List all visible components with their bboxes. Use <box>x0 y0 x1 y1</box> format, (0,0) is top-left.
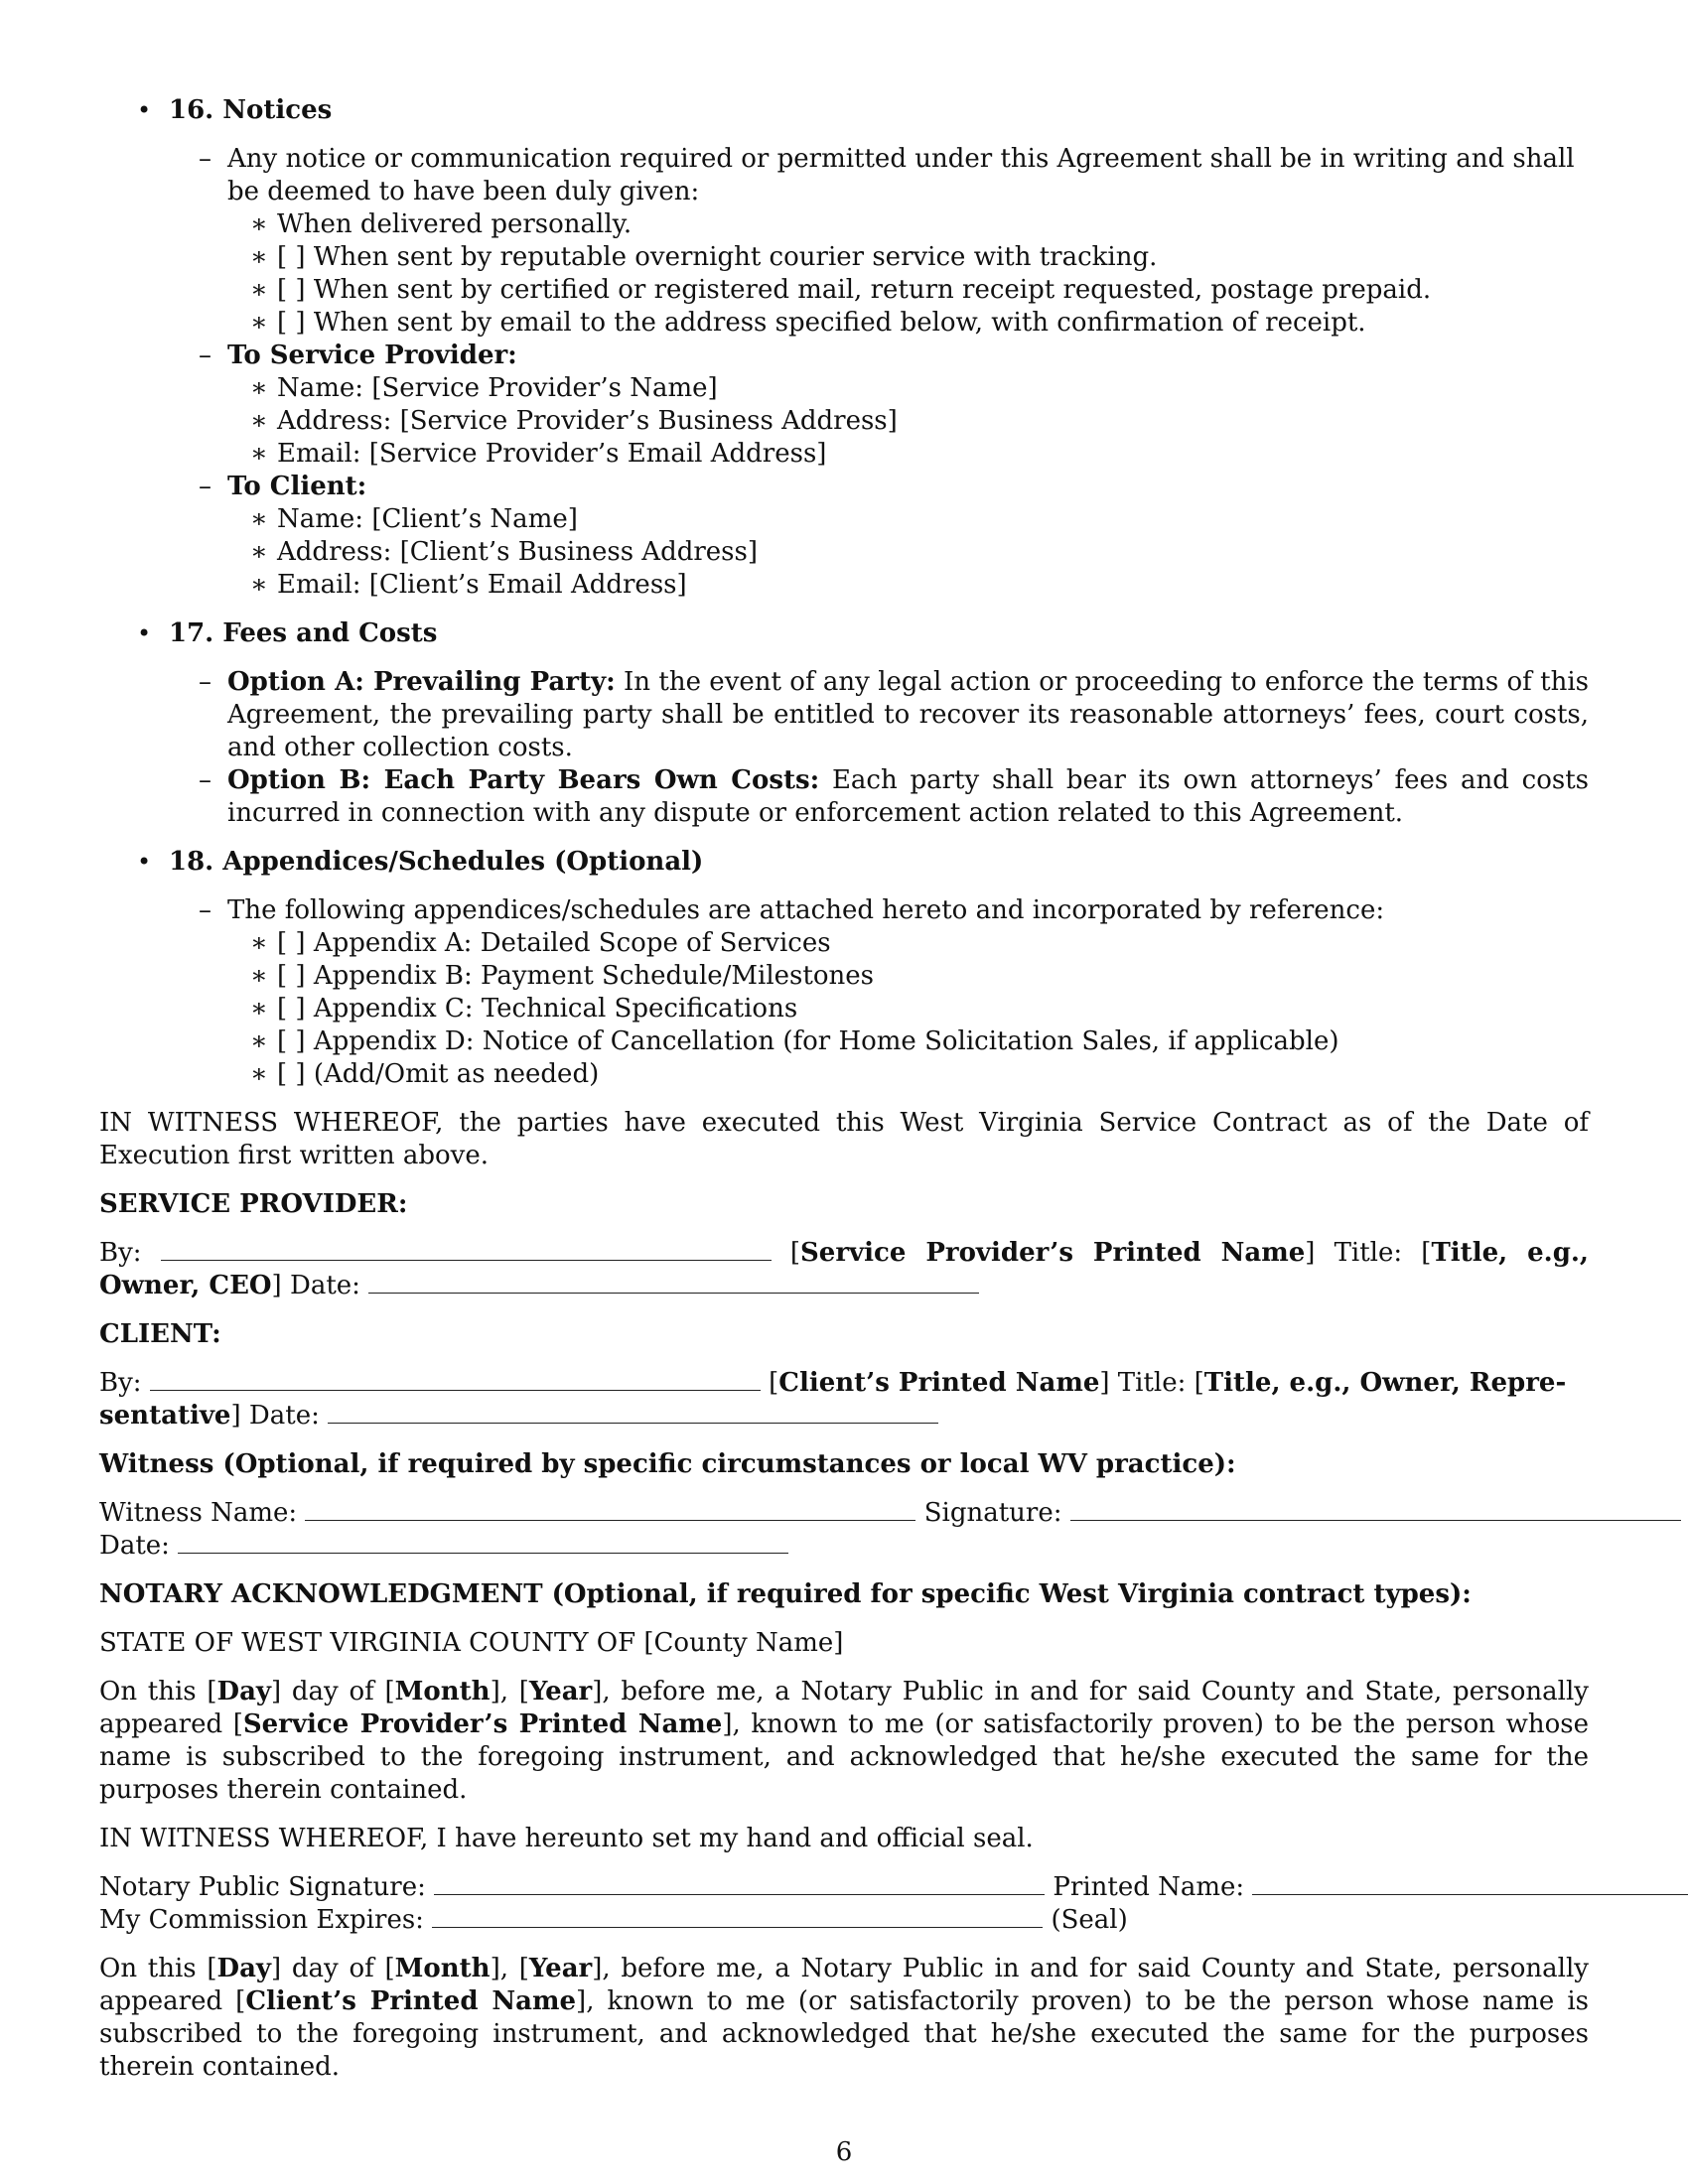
to-service-provider-item <box>169 340 1589 471</box>
service-provider-heading <box>99 1188 1589 1221</box>
notary-printed-name-line[interactable] <box>1252 1872 1688 1895</box>
appendices-intro-item <box>169 894 1589 1091</box>
asterisk-icon: ∗ <box>250 570 268 600</box>
asterisk-icon: ∗ <box>250 308 268 338</box>
option-a-text: In the event of any legal action or proceeding to enforce the terms of this Agreement, the prevailing party shall be entitled to recover its reasonable attorneys’ fees, court costs, and other collection costs. <box>227 667 1589 762</box>
witness-name-line[interactable] <box>305 1498 915 1521</box>
witness-signature-block <box>99 1497 1589 1563</box>
month-placeholder: Month <box>394 1677 491 1706</box>
notary-signature-label: Notary Public Signature: <box>99 1872 426 1902</box>
list-item-text: Email: [Service Provider’s Email Address] <box>277 439 827 469</box>
witness-heading <box>99 1448 1589 1481</box>
list-item-text: [ ] When sent by reputable overnight courier service with tracking. <box>277 242 1158 272</box>
notary-hand-seal: IN WITNESS WHEREOF, I have hereunto set my hand and official seal. <box>99 1824 1034 1853</box>
list-item <box>250 372 1589 405</box>
asterisk-icon: ∗ <box>250 1026 268 1056</box>
appendices-intro: The following appendices/schedules are attached hereto and incorporated by reference: <box>227 895 1385 925</box>
section-title: 18. Appendices/Schedules (Optional) <box>169 847 704 877</box>
notices-intro-item <box>169 143 1589 340</box>
list-item <box>250 503 1589 536</box>
title-placeholder: Title, e.g., Owner, CEO <box>99 1238 1589 1300</box>
asterisk-icon: ∗ <box>250 275 268 305</box>
signature-line[interactable] <box>150 1368 761 1391</box>
signature-label: Signature: <box>923 1498 1062 1528</box>
list-item <box>250 993 1589 1025</box>
asterisk-icon: ∗ <box>250 1059 268 1089</box>
list-item <box>250 405 1589 438</box>
date-label: Date: <box>99 1531 170 1561</box>
date-line[interactable] <box>328 1401 938 1424</box>
year-placeholder: Year <box>528 1677 593 1706</box>
list-item <box>250 241 1589 274</box>
dash-icon: – <box>199 144 211 174</box>
witness-clause: IN WITNESS WHEREOF, the parties have executed this West Virginia Service Contract as of the Date of Execution first written above. <box>99 1108 1589 1170</box>
asterisk-icon: ∗ <box>250 209 268 239</box>
date-label: Date: <box>248 1401 320 1431</box>
asterisk-icon: ∗ <box>250 994 268 1024</box>
asterisk-icon: ∗ <box>250 537 268 567</box>
list-item-text: [ ] When sent by certified or registered mail, return receipt requested, postage prepaid. <box>277 275 1432 305</box>
provider-name-placeholder: Service Provider’s Printed Name <box>242 1709 723 1739</box>
witness-row <box>99 1498 1681 1528</box>
client-heading <box>99 1318 1589 1351</box>
signature-line[interactable] <box>161 1238 772 1261</box>
day-placeholder: Day <box>216 1954 272 1983</box>
option-b-item <box>169 764 1589 830</box>
bullet-icon: • <box>137 619 152 647</box>
month-placeholder: Month <box>394 1954 491 1983</box>
list-item <box>250 1025 1589 1058</box>
list-item-text: Name: [Service Provider’s Name] <box>277 373 718 403</box>
asterisk-icon: ∗ <box>250 961 268 991</box>
asterisk-icon: ∗ <box>250 406 268 436</box>
list-item-text: Address: [Client’s Business Address] <box>277 537 759 567</box>
asterisk-icon: ∗ <box>250 504 268 534</box>
title-placeholder-continued: sentative <box>99 1401 231 1431</box>
notices-intro: Any notice or communication required or permitted under this Agreement shall be in writing and shall be deemed to have been duly given: <box>227 144 1575 206</box>
to-service-provider-label: To Service Provider: <box>227 341 517 370</box>
ack-text: day of <box>291 1954 374 1983</box>
notary-signature-line[interactable] <box>434 1872 1045 1895</box>
asterisk-icon: ∗ <box>250 928 268 958</box>
client-signature-block: By: [Client’s Printed Name] Title: [Title, e.g., Owner, Repre- sentative] Date: <box>99 1368 1567 1431</box>
ack-text: , before me, a Notary Public in and for said County and State, personally appeared <box>99 1954 1589 2016</box>
witness-name-label: Witness Name: <box>99 1498 298 1528</box>
section-title: 17. Fees and Costs <box>169 618 438 648</box>
witness-heading-text: Witness (Optional, if required by specific circumstances or local WV practice): <box>99 1449 1236 1479</box>
asterisk-icon: ∗ <box>250 439 268 469</box>
ack-text: , known to me (or satisfactorily proven) to be the person whose name is subscribed to the foregoing instrument, and acknowledged that he/she executed the same for the purposes therein contained. <box>99 1709 1589 1805</box>
appendices-list <box>227 927 1589 1091</box>
asterisk-icon: ∗ <box>250 373 268 403</box>
witness-signature-line[interactable] <box>1070 1498 1681 1521</box>
witness-date-line[interactable] <box>178 1531 788 1554</box>
date-line[interactable] <box>368 1271 979 1294</box>
client-name-placeholder: Client’s Printed Name <box>245 1986 577 2016</box>
printed-name-placeholder: Client’s Printed Name <box>778 1368 1100 1398</box>
option-b-label: Option B: Each Party Bears Own Costs: <box>227 765 820 795</box>
notary-ack-provider: On this [Day] day of [Month], [Year], before me, a Notary Public in and for said County and State, personally appeared [Service Provider’s Printed Name], known to me (or satisfactorily proven) to be the person whose name is subscribed to the foregoing instrument, and acknowledged that he/she executed the same for the purposes therein contained. <box>99 1677 1589 1805</box>
dash-icon: – <box>199 341 211 370</box>
notary-signature-block <box>99 1871 1589 1937</box>
ack-text: , known to me (or satisfactorily proven) to be the person whose name is subscribed to the foregoing instrument, and acknowledged that he/she executed the same for the purposes therein contained. <box>99 1986 1589 2082</box>
title-label: Title: <box>1334 1238 1403 1268</box>
title-placeholder: Title, e.g., Owner, Repre- <box>1203 1368 1567 1398</box>
page-number: 6 <box>835 2137 853 2167</box>
date-label: Date: <box>289 1271 360 1300</box>
list-item <box>250 208 1589 241</box>
dash-icon: – <box>199 667 211 697</box>
seal-label: (Seal) <box>1051 1905 1128 1935</box>
title-label: Title: <box>1117 1368 1187 1398</box>
client-heading-text: CLIENT: <box>99 1319 221 1349</box>
list-item <box>250 307 1589 340</box>
printed-name-placeholder: Service Provider’s Printed Name <box>800 1238 1306 1268</box>
list-item-text: [ ] (Add/Omit as needed) <box>277 1059 600 1089</box>
list-item <box>250 1058 1589 1091</box>
printed-name-label: Printed Name: <box>1053 1872 1245 1902</box>
bullet-icon: • <box>137 848 152 876</box>
option-a-item <box>169 666 1589 764</box>
list-item-text: Email: [Client’s Email Address] <box>277 570 687 600</box>
client-address-list <box>227 503 1589 602</box>
notary-heading-text: NOTARY ACKNOWLEDGMENT (Optional, if required for specific West Virginia contract types): <box>99 1579 1472 1609</box>
section-title: 16. Notices <box>169 95 333 125</box>
dash-icon: – <box>199 895 211 925</box>
notary-heading <box>99 1578 1589 1611</box>
sections-list <box>99 94 1589 1091</box>
list-item <box>250 274 1589 307</box>
list-item <box>250 927 1589 960</box>
list-item-text: [ ] Appendix A: Detailed Scope of Services <box>277 928 831 958</box>
notary-ack-client: On this [Day] day of [Month], [Year], before me, a Notary Public in and for said County and State, personally appeared [Client’s Printed Name], known to me (or satisfactorily proven) to be the person whose name is subscribed to the foregoing instrument, and acknowledged that he/she executed the same for the purposes therein contained. <box>99 1954 1589 2082</box>
service-provider-heading-text: SERVICE PROVIDER: <box>99 1189 408 1219</box>
list-item-text: When delivered personally. <box>277 209 633 239</box>
asterisk-icon: ∗ <box>250 242 268 272</box>
by-label: By: <box>99 1238 142 1268</box>
list-item-text: [ ] Appendix B: Payment Schedule/Milestones <box>277 961 874 991</box>
list-item-text: [ ] Appendix D: Notice of Cancellation (for Home Solicitation Sales, if applicable) <box>277 1026 1339 1056</box>
dash-icon: – <box>199 765 211 795</box>
list-item-text: Address: [Service Provider’s Business Address] <box>277 406 898 436</box>
ack-text: On this <box>99 1677 197 1706</box>
delivery-methods-list <box>227 208 1589 340</box>
list-item <box>250 960 1589 993</box>
list-item <box>250 569 1589 602</box>
notary-state-line: STATE OF WEST VIRGINIA COUNTY OF [County Name] <box>99 1628 844 1658</box>
to-client-label: To Client: <box>227 472 367 501</box>
option-b-text: Each party shall bear its own attorneys’ fees and costs incurred in connection with any dispute or enforcement action related to this Agreement. <box>227 765 1589 828</box>
commission-expires-line[interactable] <box>432 1905 1043 1928</box>
section-notices <box>99 94 1589 602</box>
dash-icon: – <box>199 472 211 501</box>
service-provider-signature-block: By: [Service Provider’s Printed Name] Title: [Title, e.g., Owner, CEO] Date: <box>99 1238 1589 1300</box>
list-item-text: [ ] Appendix C: Technical Specifications <box>277 994 798 1024</box>
section-appendices <box>99 846 1589 1091</box>
commission-label: My Commission Expires: <box>99 1905 424 1935</box>
ack-text: On this <box>99 1954 197 1983</box>
list-item <box>250 438 1589 471</box>
by-label: By: <box>99 1368 142 1398</box>
ack-text: , before me, a Notary Public in and for said County and State, personally appeared <box>99 1677 1589 1739</box>
document-page <box>99 94 1589 2100</box>
section-fees-and-costs <box>99 617 1589 830</box>
list-item-text: [ ] When sent by email to the address specified below, with confirmation of receipt. <box>277 308 1366 338</box>
service-provider-address-list <box>227 372 1589 471</box>
notary-signature-row <box>99 1872 1688 1902</box>
list-item-text: Name: [Client’s Name] <box>277 504 578 534</box>
to-client-item <box>169 471 1589 602</box>
day-placeholder: Day <box>216 1677 272 1706</box>
ack-text: day of <box>291 1677 374 1706</box>
list-item <box>250 536 1589 569</box>
option-a-label: Option A: Prevailing Party: <box>227 667 616 697</box>
bullet-icon: • <box>137 96 152 124</box>
year-placeholder: Year <box>528 1954 593 1983</box>
